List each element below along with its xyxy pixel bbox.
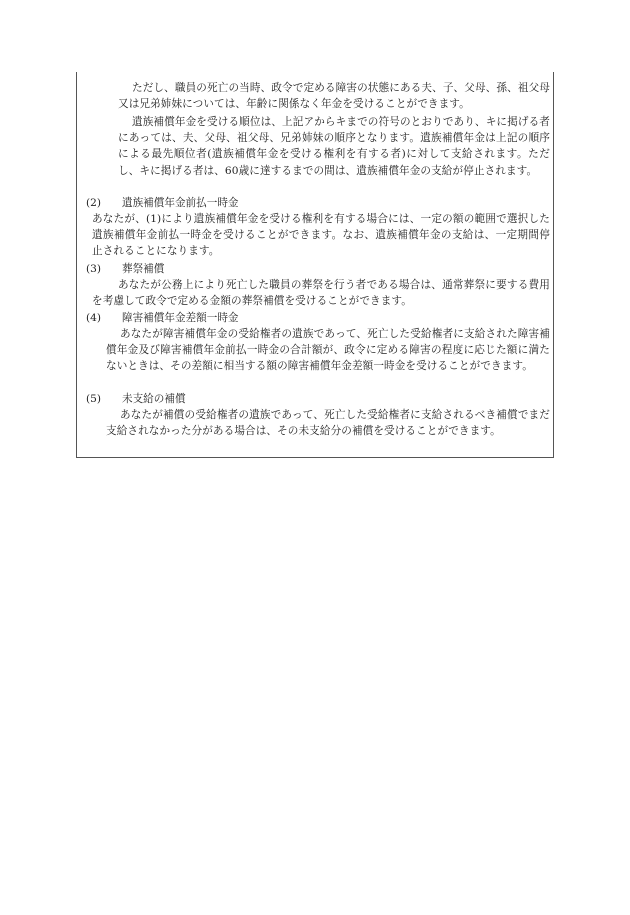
section-body-4: あなたが障害補償年金の受給権者の遺族であって、死亡した受給権者に支給された障害補償年金及び障害補償年金前払一時金の合計額が、政令に定める障害の程度に応じた額に満たないときは、その差額に相当する額の障害補償年金差額一時金を受けることができます。 bbox=[106, 328, 550, 373]
order-paragraph: 遺族補償年金を受ける順位は、上記アからキまでの符号のとおりであり、キに掲げる者にあっては、夫、父母、祖父母、兄弟姉妹の順序となります。遺族補償年金は上記の順序による最先順位者(遺族補償年金を受ける権利を有する者)に対して支給されます。ただし、キに掲げる者は、60歳に達するまでの間は、遺族補償年金の支給が停止されます。 bbox=[118, 116, 550, 177]
section-body-2: あなたが、(1)により遺族補償年金を受ける権利を有する場合には、一定の額の範囲で選択した遺族補償年金前払一時金を受けることができます。なお、遺族補償年金の支給は、一定期間停止されることになります。 bbox=[92, 213, 550, 258]
section-heading-2 bbox=[86, 195, 239, 211]
proviso-paragraph: ただし、職員の死亡の当時、政令で定める障害の状態にある夫、子、父母、孫、祖父母又は兄弟姉妹については、年齢に関係なく年金を受けることができます。 bbox=[118, 82, 550, 111]
section-title: 葬祭補償 bbox=[122, 263, 165, 275]
section-number: (4) bbox=[86, 312, 102, 324]
section-heading-4 bbox=[86, 310, 239, 326]
section-body-5: あなたが補償の受給権者の遺族であって、死亡した受給権者に支給されるべき補償でまだ支給されなかった分がある場合は、その未支給分の補償を受けることができます。 bbox=[106, 409, 550, 438]
section-number: (3) bbox=[86, 263, 102, 275]
section-heading-5 bbox=[86, 391, 186, 407]
section-title: 遺族補償年金前払一時金 bbox=[122, 197, 239, 209]
section-body-3: あなたが公務上により死亡した職員の葬祭を行う者である場合は、通常葬祭に要する費用を考慮して政令で定める金額の葬祭補償を受けることができます。 bbox=[92, 279, 550, 308]
section-number: (2) bbox=[86, 197, 102, 209]
section-number: (5) bbox=[86, 393, 102, 405]
section-title: 障害補償年金差額一時金 bbox=[122, 312, 239, 324]
section-title: 未支給の補償 bbox=[122, 393, 186, 405]
section-heading-3 bbox=[86, 261, 164, 277]
